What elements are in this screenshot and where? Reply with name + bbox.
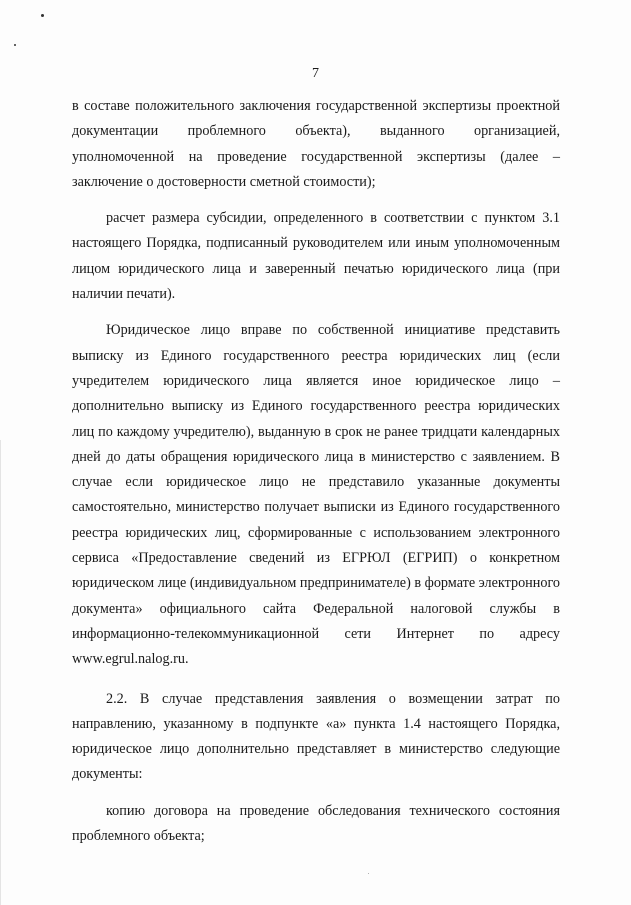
- scan-speck: [14, 44, 16, 46]
- page-number: 7: [312, 66, 319, 81]
- scan-speck: [41, 14, 44, 17]
- document-body: [72, 94, 560, 849]
- paragraph-egrul-extract: Юридическое лицо вправе по собственной инициативе представить выписку из Единого государственного реестра юридических лиц (если учредителем юридического лица является иное юридическое лицо – дополнительно выписку из Единого государственного реестра юридических лиц по каждому учредителю), выданную в срок не ранее тридцати календарных дней до даты обращения юридического лица в министерство с заявлением. В случае если юридическое лицо не представило указанные документы самостоятельно, министерство получает выписки из Единого государственного реестра юридических лиц, сформированные с использованием электронного сервиса «Предоставление сведений из ЕГРЮЛ (ЕГРИП) о конкретном юридическом лице (индивидуальном предпринимателе) в формате электронного документа» официального сайта Федеральной налоговой службы в информационно-телекоммуникационной сети Интернет по адресу www.egrul.nalog.ru.: [72, 322, 560, 668]
- paragraph-continuation: в составе положительного заключения государственной экспертизы проектной документации проблемного объекта), выданного организацией, уполномоченной на проведение государственной экспертизы (далее – заключение о достоверности сметной стоимости);: [72, 98, 560, 190]
- paragraph-subsidy-calculation: расчет размера субсидии, определенного в соответствии с пунктом 3.1 настоящего Порядка, подписанный руководителем или иным уполномоченным лицом юридического лица и заверенный печатью юридического лица (при наличии печати).: [72, 210, 560, 303]
- paragraph-contract-copy: копию договора на проведение обследования технического состояния проблемного объекта;: [72, 802, 560, 845]
- paragraph-section-2-2: 2.2. В случае представления заявления о возмещении затрат по направлению, указанному в подпункте «а» пункта 1.4 настоящего Порядка, юридическое лицо дополнительно представляет в министерство следующие документы:: [72, 690, 560, 783]
- scan-edge-shadow: [0, 440, 1, 905]
- scan-speck: [368, 873, 369, 874]
